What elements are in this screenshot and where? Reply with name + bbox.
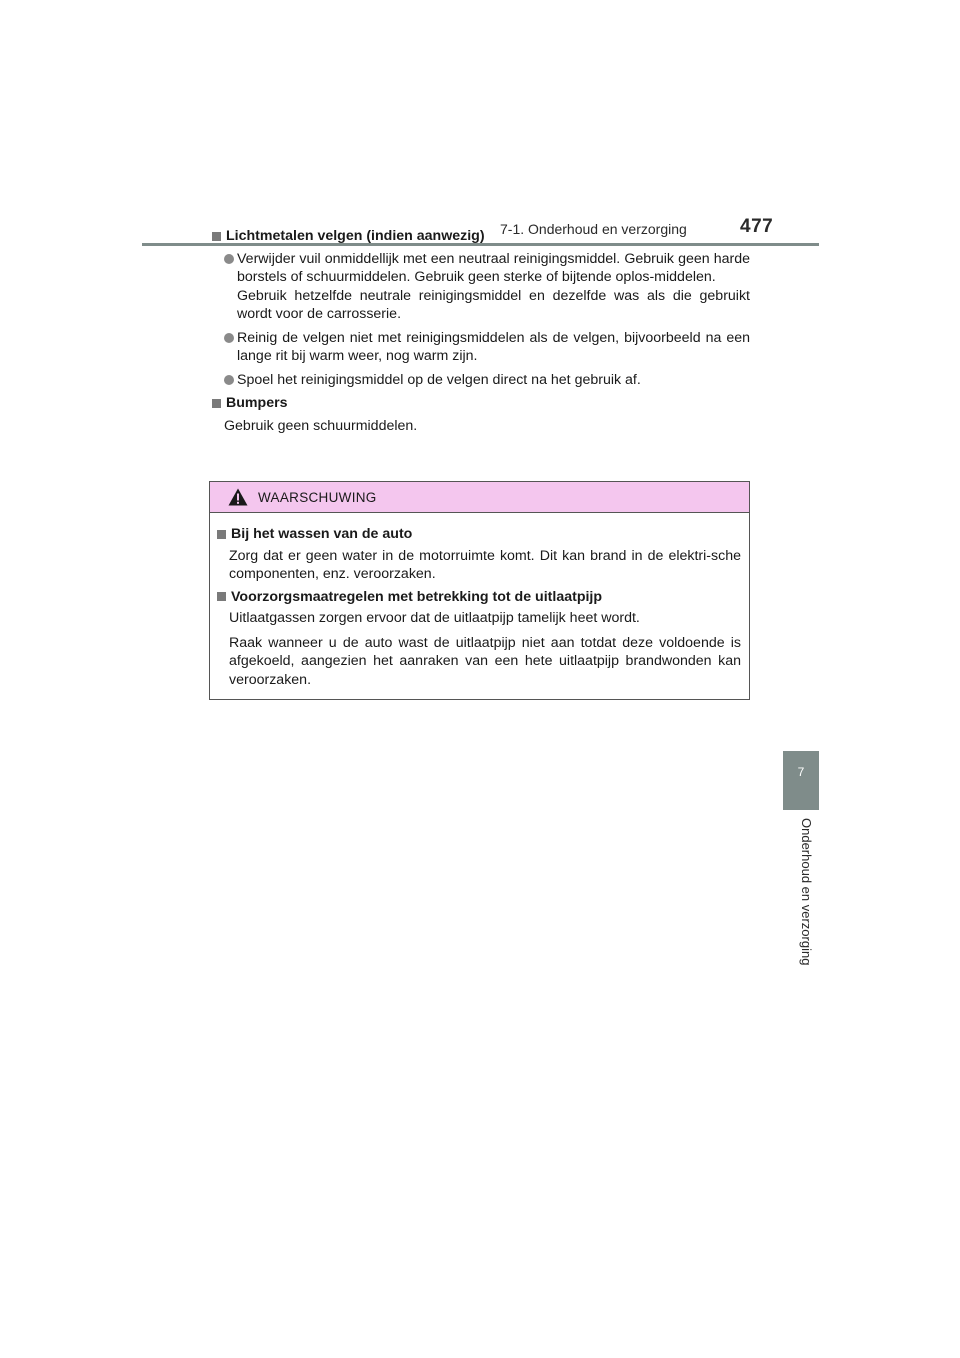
warning-paragraph: Uitlaatgassen zorgen ervoor dat de uitlaatpijp tamelijk heet wordt. — [229, 610, 640, 626]
warning-item-title-text: Bij het wassen van de auto — [231, 526, 413, 542]
square-bullet-icon — [212, 399, 221, 408]
warning-paragraph: Raak wanneer u de auto wast de uitlaatpijp niet aan totdat deze voldoende is afgekoeld, aangezien het aanraken van een hete uitlaatpijp brandwonden kan veroorzaken. — [229, 634, 741, 688]
bullet-paragraph: Gebruik hetzelfde neutrale reinigingsmiddel en dezelfde was als die gebruikt wordt voor de carrosserie. — [237, 287, 750, 322]
chapter-tab — [783, 751, 819, 810]
warning-header — [210, 482, 749, 513]
warning-item-title — [215, 588, 741, 607]
section-title: Bumpers — [226, 395, 288, 411]
bullet-paragraph: Spoel het reinigingsmiddel op de velgen direct na het gebruik af. — [237, 371, 641, 388]
square-bullet-icon — [217, 530, 226, 539]
list-item — [224, 371, 750, 390]
warning-paragraph: Zorg dat er geen water in de motorruimte komt. Dit kan brand in de elektri-sche componenten, enz. veroorzaken. — [229, 547, 741, 582]
warning-label: WAARSCHUWING — [258, 489, 377, 505]
main-content — [210, 227, 750, 441]
warning-body — [210, 513, 749, 689]
page-number: 477 — [740, 216, 774, 237]
list-item — [224, 250, 750, 324]
section-heading-rims — [210, 227, 750, 246]
bullet-paragraph: Reinig de velgen niet met reinigingsmiddelen als de velgen, bijvoorbeeld na een lange rit bij warm weer, nog warm zijn. — [237, 329, 750, 364]
list-item — [224, 329, 750, 366]
chapter-label: Onderhoud en verzorging — [799, 818, 814, 966]
warning-box — [209, 481, 750, 700]
dot-bullet-icon — [224, 375, 234, 385]
warning-item-title — [215, 525, 741, 544]
square-bullet-icon — [217, 592, 226, 601]
bullet-paragraph: Verwijder vuil onmiddellijk met een neutraal reinigingsmiddel. Gebruik geen harde borstels of schuurmiddelen. Gebruik geen sterke of bijtende oplos-middelen. — [237, 250, 750, 285]
section-title: Lichtmetalen velgen (indien aanwezig) — [226, 228, 485, 244]
chapter-number: 7 — [797, 765, 805, 779]
dot-bullet-icon — [224, 254, 234, 264]
warning-triangle-icon — [228, 488, 248, 506]
section-text: Gebruik geen schuurmiddelen. — [224, 417, 418, 434]
section-heading-bumpers — [210, 394, 750, 413]
header-section-title: 7-1. Onderhoud en verzorging — [500, 221, 687, 237]
warning-item-title-text: Voorzorgsmaatregelen met betrekking tot de uitlaatpijp — [231, 588, 603, 605]
page-header — [0, 0, 960, 250]
dot-bullet-icon — [224, 333, 234, 343]
square-bullet-icon — [212, 232, 221, 241]
